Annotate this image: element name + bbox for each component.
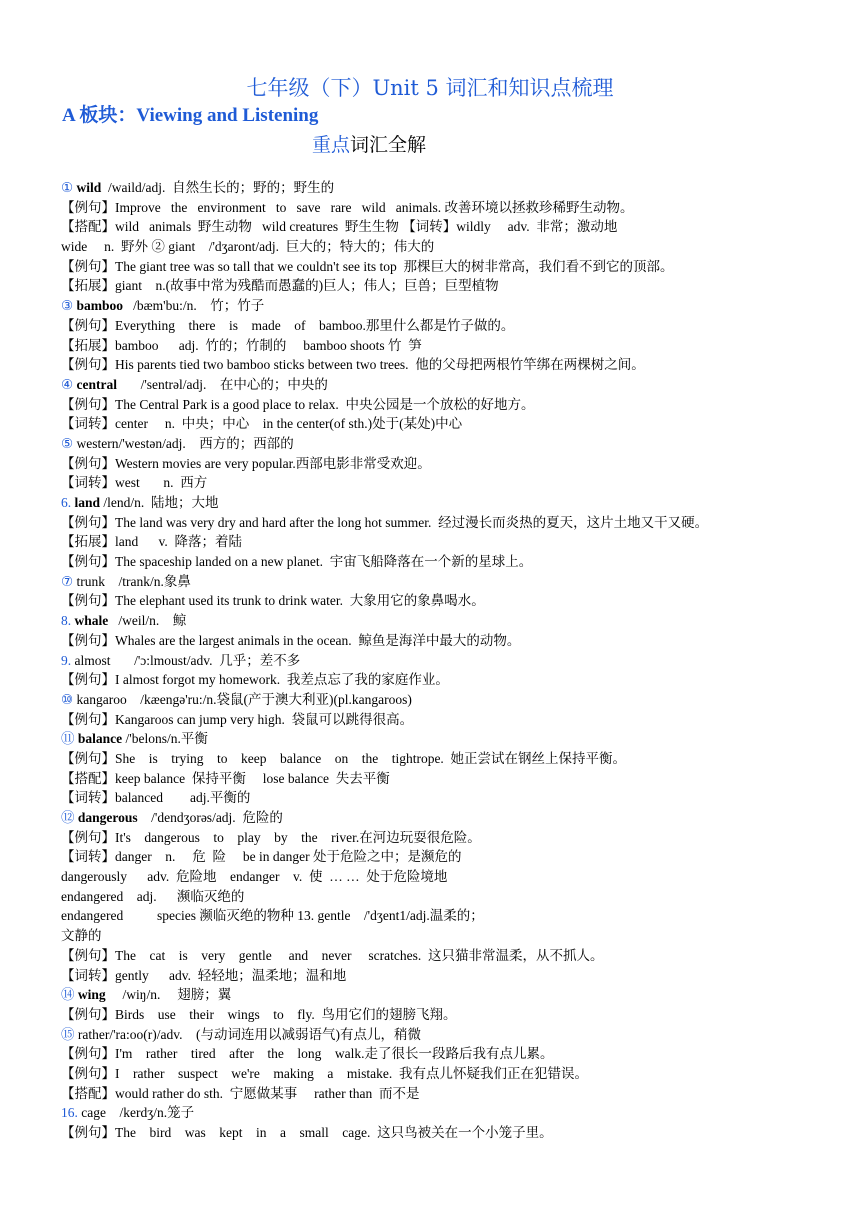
headword: bamboo: [76, 298, 123, 314]
text-line: [61, 729, 801, 749]
text-line: [61, 257, 801, 277]
text-line: [61, 572, 801, 592]
text-line: [61, 867, 801, 887]
text-line: [61, 847, 801, 867]
line-text: 【例句】The spaceship landed on a new planet. 宇宙飞船降落在一个新的星球上。: [61, 554, 533, 570]
line-text: 【例句】I'm rather tired after the long walk.走了很长一段路后我有点儿累。: [61, 1046, 554, 1062]
text-line: [61, 237, 801, 257]
line-text: 【例句】The giant tree was so tall that we couldn't see its top 那棵巨大的树非常高，我们看不到它的顶部。: [61, 258, 674, 274]
text-line: [61, 710, 801, 730]
text-line: [61, 217, 801, 237]
line-text: 【例句】I almost forgot my homework. 我差点忘了我的家庭作业。: [61, 672, 449, 688]
text-line: [61, 769, 801, 789]
line-text: 【例句】The land was very dry and hard after the long hot summer. 经过漫长而炎热的夏天，这片土地又干又硬。: [61, 514, 709, 530]
entry-number: ⑮: [61, 1026, 78, 1042]
entry-number: ⑤: [61, 435, 77, 451]
entry-number: 9.: [61, 652, 75, 668]
text-line: [61, 749, 801, 769]
text-line: [61, 788, 801, 808]
line-text: 【词转】west n. 西方: [61, 475, 208, 491]
line-text: 【例句】Improve the environment to save rare wild animals. 改善环境以拯救珍稀野生动物。: [61, 199, 634, 215]
text-line: [61, 454, 801, 474]
entry-number: ⑫: [61, 810, 78, 825]
line-text: 【例句】The elephant used its trunk to drink water. 大象用它的象鼻喝水。: [61, 593, 485, 609]
text-line: [61, 887, 801, 907]
text-line: [61, 276, 801, 296]
line-text: 【例句】His parents tied two bamboo sticks between two trees. 他的父母把两根竹竿绑在两棵树之间。: [61, 357, 645, 373]
text-line: [61, 1064, 801, 1084]
text-line: [61, 434, 801, 454]
entry-number: ⑩: [61, 691, 77, 707]
line-text: wide n. 野外 ② giant /'dʒaront/adj. 巨大的；特大的；伟大的: [61, 239, 435, 255]
page-title: 七年级（下）Unit 5 词汇和知识点梳理: [246, 76, 614, 100]
text-line: [61, 296, 801, 316]
line-text: 【词转】danger n. 危 险 be in danger 处于危险之中；是濒危的: [61, 849, 462, 865]
headword: whale: [74, 613, 109, 629]
line-text: 【词转】gently adv. 轻轻地；温柔地；温和地: [61, 967, 347, 983]
text-line: [61, 1103, 801, 1123]
line-text: 【例句】Birds use their wings to fly. 鸟用它们的翅膀飞翔。: [61, 1006, 457, 1022]
text-line: [61, 1044, 801, 1064]
line-text: /waild/adj. 自然生长的；野的；野生的: [101, 180, 335, 195]
line-text: /bæm'bu:/n. 竹；竹子: [123, 298, 265, 314]
line-text: endangered species 濒临灭绝的物种 13. gentle /'dʒent1/adj.温柔的；: [61, 908, 484, 924]
line-text: almost /'ɔ:lmoust/adv. 几乎；差不多: [74, 652, 301, 668]
text-line: [61, 198, 801, 218]
line-text: 【搭配】would rather do sth. 宁愿做某事 rather than 而不是: [61, 1085, 420, 1101]
line-text: /wiŋ/n. 翅膀；翼: [105, 987, 232, 1003]
line-text: 【例句】Western movies are very popular.西部电影非常受欢迎。: [61, 455, 431, 471]
line-text: /'dendʒorəs/adj. 危险的: [137, 810, 283, 825]
line-text: 【例句】It's dangerous to play by the river.在河边玩耍很危险。: [61, 829, 481, 845]
entry-number: ①: [61, 180, 77, 195]
text-line: [61, 395, 801, 415]
text-line: [61, 1005, 801, 1025]
subtitle-rest: 词汇全解: [350, 134, 427, 156]
entry-number: ⑭: [61, 987, 78, 1003]
line-text: 【例句】Kangaroos can jump very high. 袋鼠可以跳得很高。: [61, 711, 414, 727]
text-line: [61, 591, 801, 611]
subtitle: [312, 130, 426, 157]
entry-number: ⑦: [61, 573, 77, 589]
line-text: endangered adj. 濒临灭绝的: [61, 888, 245, 904]
text-line: [61, 926, 801, 946]
line-text: 【例句】Everything there is made of bamboo.那里什么都是竹子做的。: [61, 317, 515, 333]
line-text: 【词转】center n. 中央；中心 in the center(of sth.)处于(某处)中心: [61, 416, 463, 432]
text-line: [61, 178, 801, 198]
text-line: [61, 414, 801, 434]
line-text: /'sentrəl/adj. 在中心的；中央的: [116, 376, 328, 392]
text-line: [61, 631, 801, 651]
subtitle-highlight: 重点: [312, 134, 351, 156]
entry-number: 6.: [61, 495, 75, 510]
text-line: [61, 651, 801, 671]
text-line: [61, 493, 801, 513]
line-text: kangaroo /kæengə'ru:/n.袋鼠(产于澳大利亚)(pl.kangaroos): [76, 691, 412, 707]
text-line: [61, 1084, 801, 1104]
line-text: 【拓展】giant n.(故事中常为残酷而愚蠢的)巨人；伟人；巨兽；巨型植物: [61, 278, 499, 294]
line-text: 【词转】balanced adj.平衡的: [61, 790, 251, 806]
text-line: [61, 611, 801, 631]
entry-number: ⑪: [61, 731, 78, 747]
line-text: 【搭配】keep balance 保持平衡 lose balance 失去平衡: [61, 770, 390, 786]
headword: wing: [77, 987, 106, 1003]
headword: land: [74, 495, 101, 510]
text-line: [61, 985, 801, 1005]
line-text: 【例句】The cat is very gentle and never scratches. 这只猫非常温柔，从不抓人。: [61, 947, 604, 963]
text-line: [61, 1123, 801, 1143]
text-line: [61, 808, 801, 828]
text-line: [61, 375, 801, 395]
line-text: 【例句】The bird was kept in a small cage. 这只鸟被关在一个小笼子里。: [61, 1125, 553, 1140]
text-line: [61, 513, 801, 533]
text-line: [61, 316, 801, 336]
vocabulary-list: [61, 178, 801, 1143]
headword: dangerous: [77, 810, 138, 825]
text-line: [61, 946, 801, 966]
line-text: 【搭配】wild animals 野生动物 wild creatures 野生生物 【词转】wildly adv. 非常；激动地: [61, 219, 618, 235]
text-line: [61, 828, 801, 848]
entry-number: 16.: [61, 1105, 82, 1121]
line-text: rather/'ra:oo(r)/adv. (与动词连用以减弱语气)有点儿，稍微: [77, 1026, 421, 1042]
line-text: western/'westən/adj. 西方的；西部的: [76, 435, 294, 451]
headword: central: [76, 376, 117, 392]
text-line: [61, 966, 801, 986]
headword: balance: [77, 731, 123, 747]
text-line: [61, 552, 801, 572]
entry-number: 8.: [61, 613, 75, 629]
entry-number: ③: [61, 298, 77, 314]
line-text: trunk /trank/n.象鼻: [76, 573, 191, 589]
section-heading: A 板块：Viewing and Listening: [62, 105, 319, 126]
entry-number: ④: [61, 376, 77, 392]
line-text: 【例句】I rather suspect we're making a mistake. 我有点儿怀疑我们正在犯错误。: [61, 1065, 588, 1081]
line-text: cage /kerdʒ/n.笼子: [81, 1105, 195, 1121]
line-text: /lend/n. 陆地；大地: [100, 495, 219, 510]
line-text: 【例句】She is trying to keep balance on the tightrope. 她正尝试在钢丝上保持平衡。: [61, 750, 627, 766]
line-text: /weil/n. 鲸: [108, 613, 187, 629]
line-text: 【拓展】bamboo adj. 竹的；竹制的 bamboo shoots 竹 笋: [61, 337, 422, 353]
headword: wild: [76, 180, 102, 195]
text-line: [61, 670, 801, 690]
text-line: [61, 1025, 801, 1045]
line-text: 【例句】Whales are the largest animals in the ocean. 鲸鱼是海洋中最大的动物。: [61, 632, 521, 648]
line-text: 【拓展】land v. 降落；着陆: [61, 534, 242, 550]
line-text: dangerously adv. 危险地 endanger v. 使 … … 处于危险境地: [61, 869, 448, 885]
text-line: [61, 355, 801, 375]
line-text: /'belons/n.平衡: [122, 731, 208, 747]
text-line: [61, 473, 801, 493]
line-text: 文静的: [61, 928, 102, 944]
text-line: [61, 336, 801, 356]
text-line: [61, 532, 801, 552]
line-text: 【例句】The Central Park is a good place to relax. 中央公园是一个放松的好地方。: [61, 396, 535, 412]
text-line: [61, 690, 801, 710]
text-line: [61, 906, 801, 926]
